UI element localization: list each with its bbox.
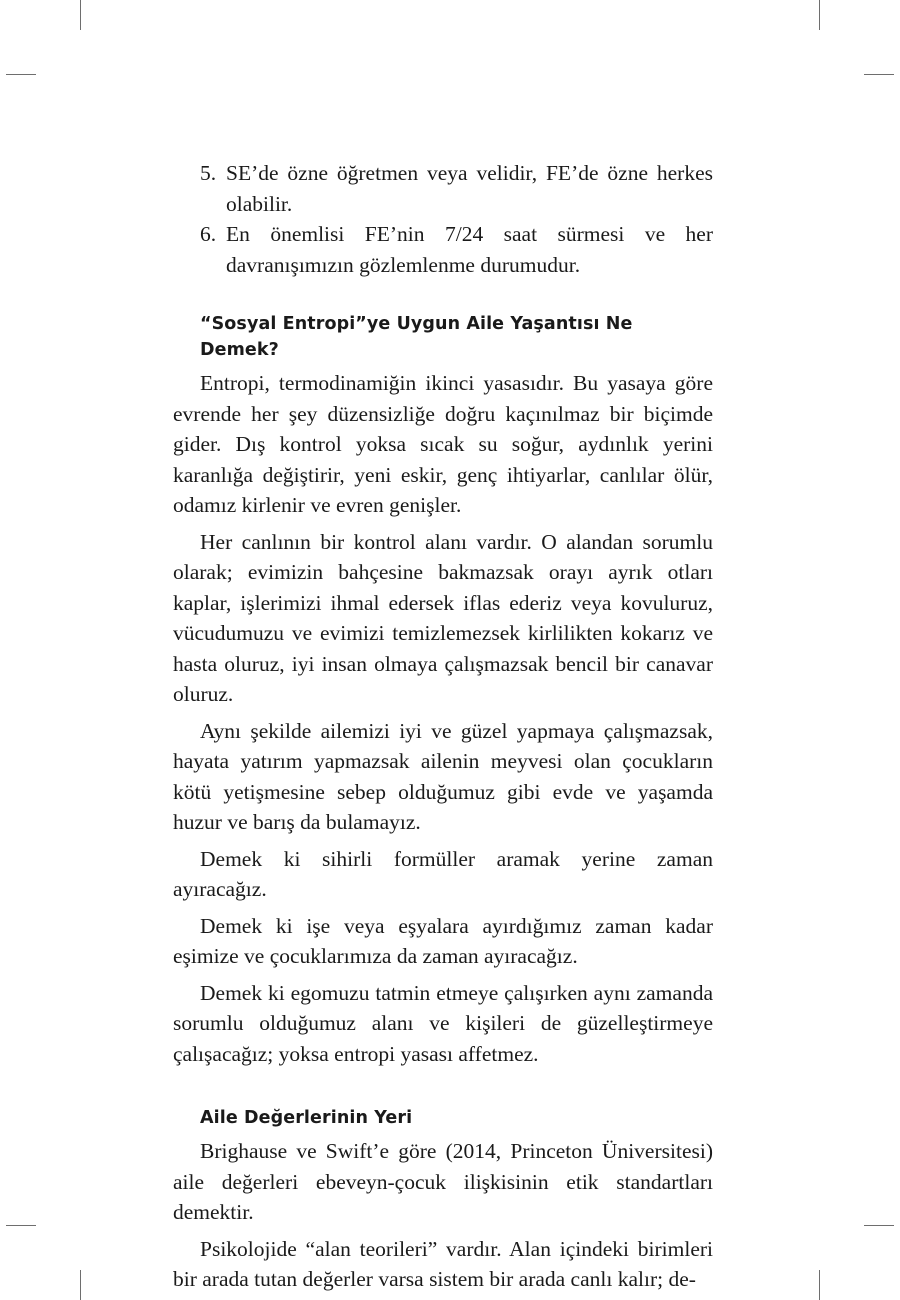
section-heading: Aile Değerlerinin Yeri [200, 1108, 413, 1128]
list-item-text: En önemlisi FE’nin 7/24 saat sürmesi ve her davranışımızın gözlemlenme durumudur. [226, 222, 713, 277]
crop-mark-right-bottom [864, 1225, 894, 1226]
crop-mark-bottom-left [80, 1270, 81, 1300]
list-item-number: 5. [200, 161, 217, 185]
paragraph: Demek ki işe veya eşyalara ayırdığımız zaman kadar eşimize ve çocuklarımıza da zaman ayıracağız. [173, 913, 713, 968]
paragraph: Aynı şekilde ailemizi iyi ve güzel yapmaya çalışmazsak, hayata yatırım yapmazsak ailenin meyvesi olan çocukların kötü yetişmesine sebep olduğumuz gibi evde ve yaşamda huzur ve barış da bulamayız. [173, 718, 713, 834]
paragraph: Demek ki egomuzu tatmin etmeye çalışırken aynı zamanda sorumlu olduğumuz alanı ve kişileri de güzelleştirmeye çalışacağız; yoksa entropi yasası affetmez. [173, 980, 713, 1066]
paragraph: Her canlının bir kontrol alanı vardır. O alandan sorumlu olarak; evimizin bahçesine bakmazsak orayı ayrık otları kaplar, işlerimizi ihmal edersek iflas ederiz veya kovuluruz, vücudumuzu ve evimizi temizlemezsek kirlilikten kokarız ve hasta oluruz, iyi insan olmaya çalışmazsak bencil bir canavar oluruz. [173, 529, 713, 706]
section-heading: “Sosyal Entropi”ye Uygun Aile Yaşantısı Ne Demek? [200, 314, 633, 360]
page-body [173, 158, 713, 1295]
crop-mark-left-bottom [6, 1225, 36, 1226]
paragraph: Brighause ve Swift’e göre (2014, Princeton Üniversitesi) aile değerleri ebeveyn-çocuk ilişkisinin etik standartları demektir. [173, 1139, 713, 1224]
crop-mark-top-right [819, 0, 820, 30]
paragraph: Psikolojide “alan teorileri” vardır. Alan içindeki birimleri bir arada tutan değerler varsa sistem bir arada canlı kalır; de- [173, 1236, 713, 1291]
list-item [173, 219, 713, 280]
crop-mark-left-top [6, 74, 36, 75]
crop-mark-right-top [864, 74, 894, 75]
list-item [173, 158, 713, 219]
list-item-number: 6. [200, 222, 217, 246]
paragraph: Demek ki sihirli formüller aramak yerine zaman ayıracağız. [173, 846, 713, 901]
crop-mark-bottom-right [819, 1270, 820, 1300]
paragraph: Entropi, termodinamiğin ikinci yasasıdır. Bu yasaya göre evrende her şey düzensizliğe doğru kaçınılmaz bir biçimde gider. Dış kontrol yoksa sıcak su soğur, aydınlık yerini karanlığa değiştirir, yeni eskir, genç ihtiyarlar, canlılar ölür, odamız kirlenir ve evren genişler. [173, 371, 713, 517]
list-item-text: SE’de özne öğretmen veya velidir, FE’de özne herkes olabilir. [226, 161, 713, 216]
crop-mark-top-left [80, 0, 81, 30]
